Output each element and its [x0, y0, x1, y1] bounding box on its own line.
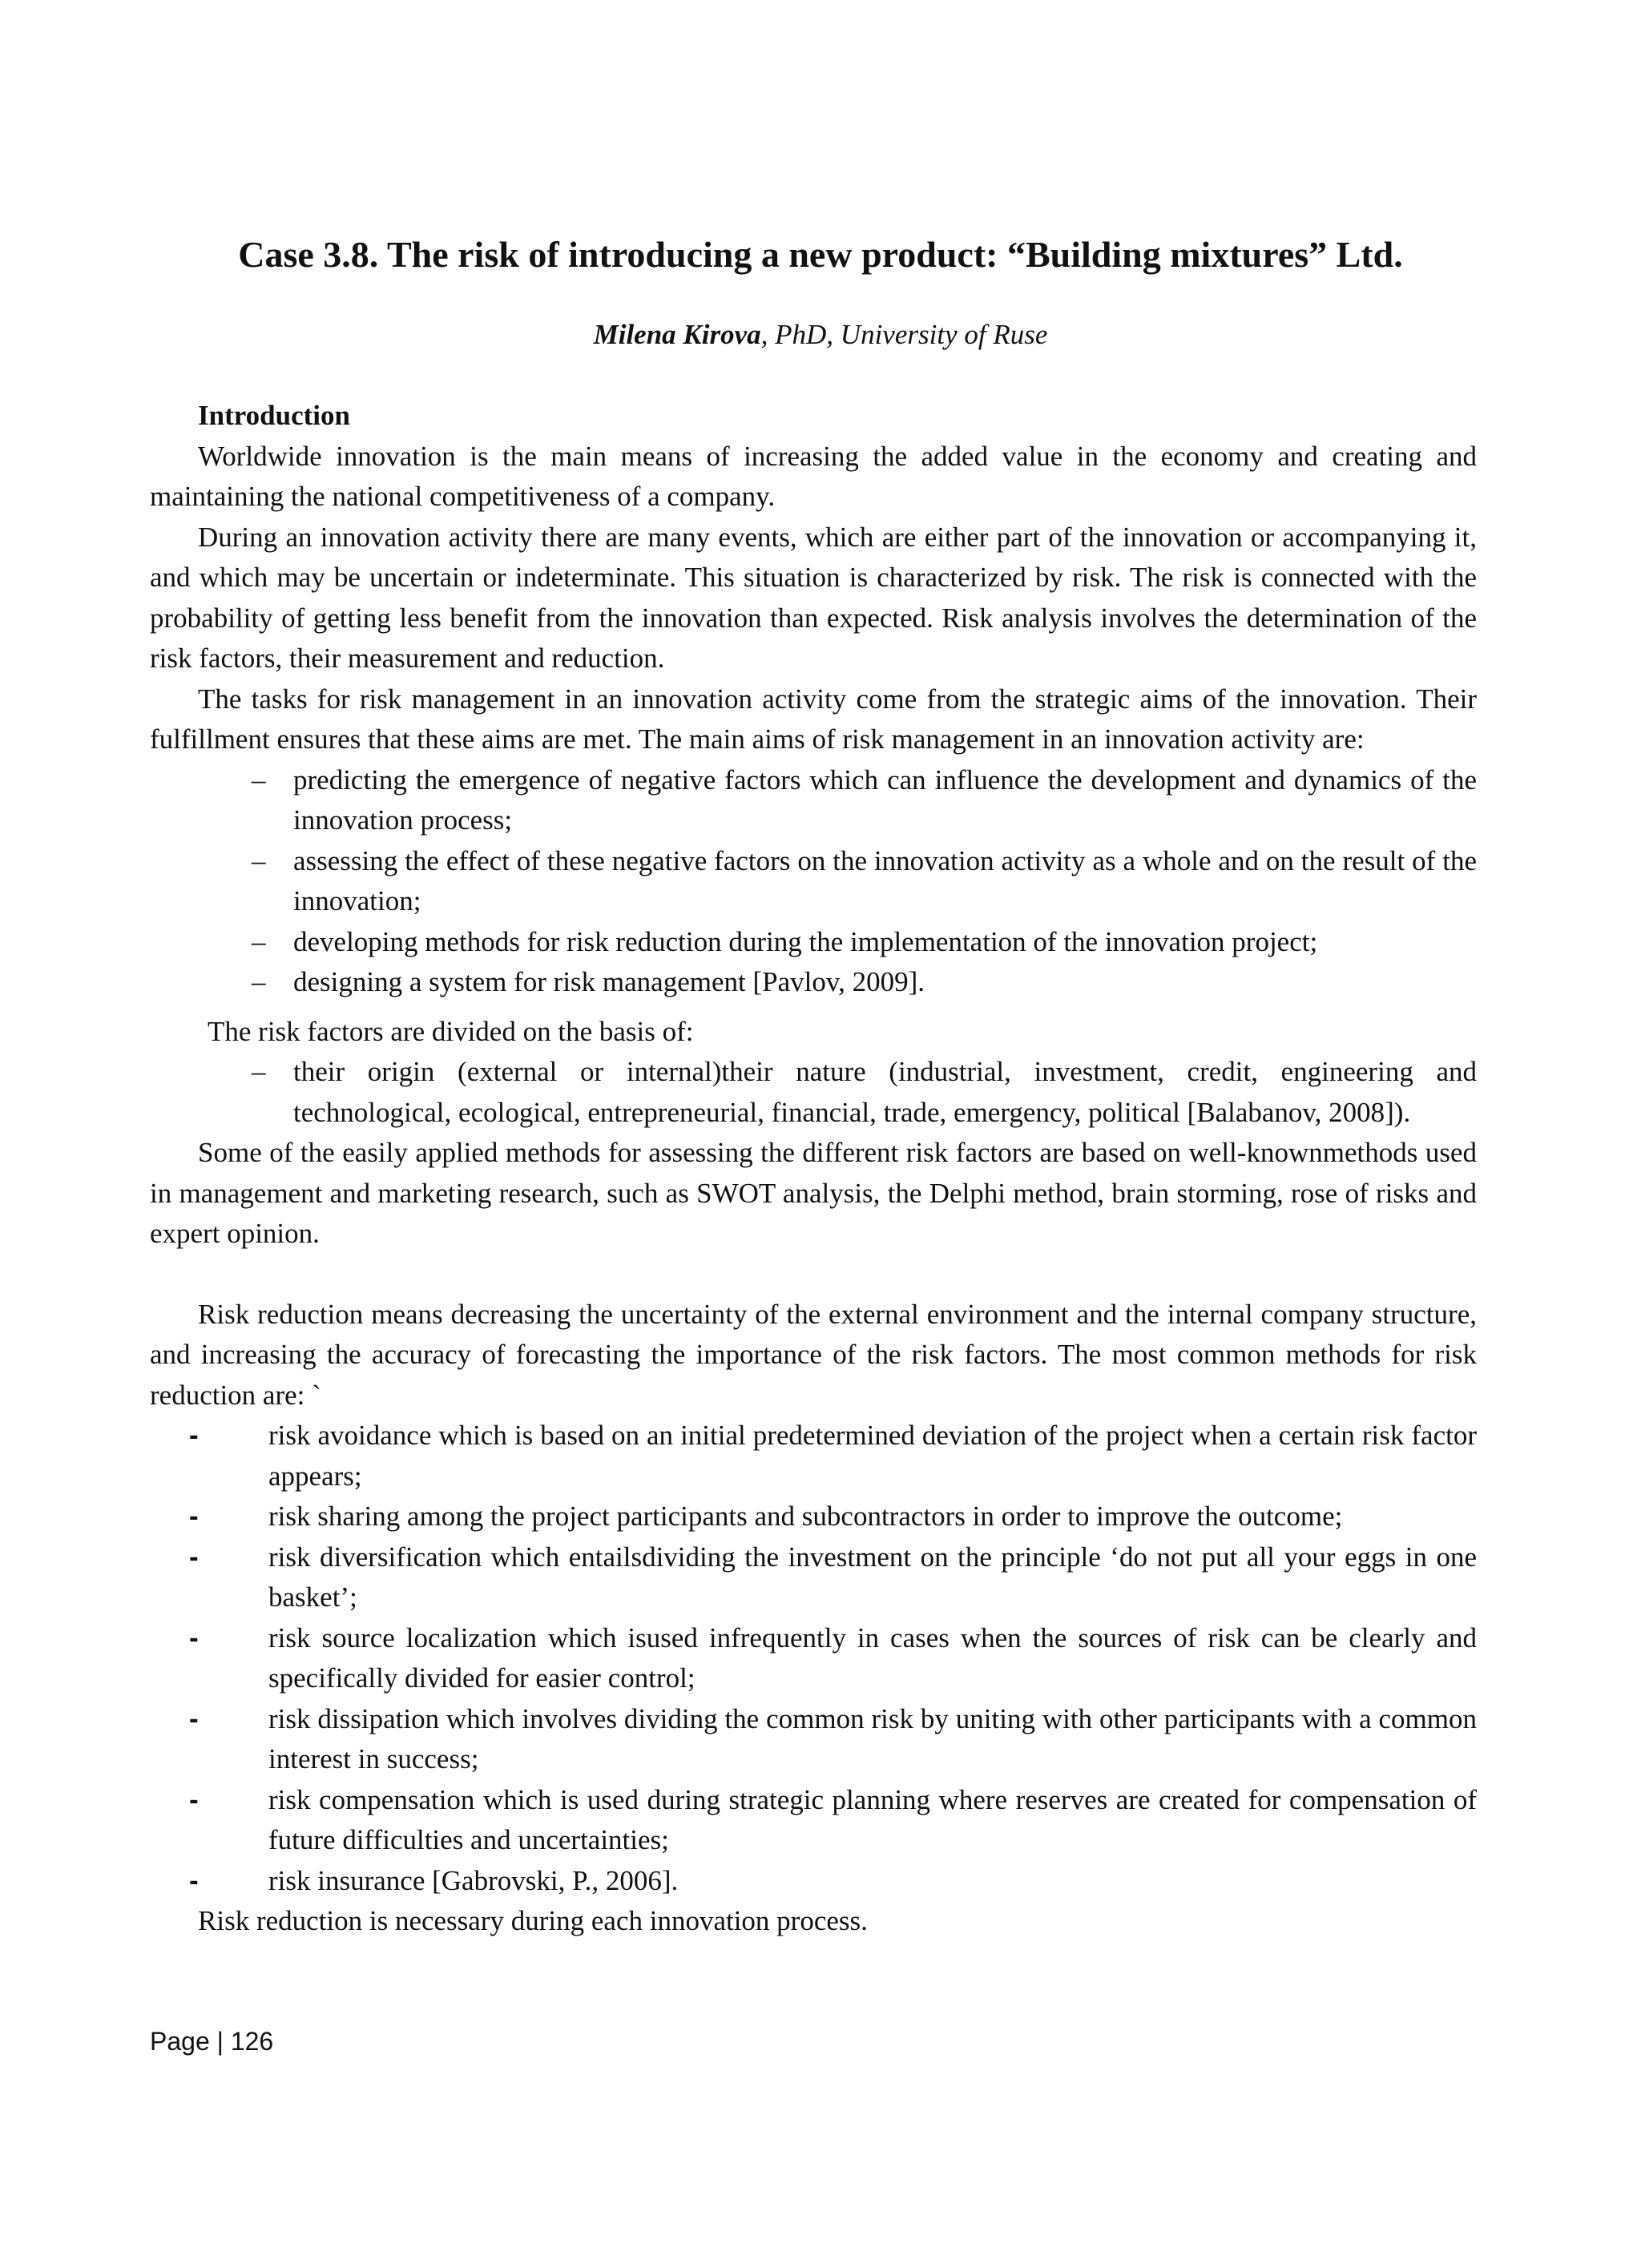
author-line [0, 315, 1641, 355]
case-title: Case 3.8. The risk of introducing a new product: “Building mixtures” Ltd. [238, 234, 1403, 275]
paragraph: During an innovation activity there are many events, which are either part of the innovation or accompanying it, and which may be uncertain or indeterminate. This situation is characterized by risk. The risk is connected with the probability of getting less benefit from the innovation than expected. Risk analysis involves the determination of the risk factors, their measurement and reduction. [150, 521, 1477, 674]
body-text [150, 396, 1477, 1942]
list-item: – predicting the emergence of negative factors which can influence the development and dynamics of the innovation process; [293, 760, 1477, 841]
paragraph: The tasks for risk management in an innovation activity come from the strategic aims of the innovation. Their fulfillment ensures that these aims are met. The main aims of risk management in an innovation activity are: [150, 683, 1477, 755]
paragraph: Some of the easily applied methods for assessing the different risk factors are based on well-knownmethods used in management and marketing research, such as SWOT analysis, the Delphi method, brain storming, rose of risks and expert opinion. [150, 1137, 1477, 1249]
risk-reduction-methods-list [150, 1416, 1477, 1901]
list-item: - risk source localization which isused infrequently in cases when the sources of risk can be clearly and specifically divided for easier control; [268, 1618, 1477, 1699]
list-item: – designing a system for risk management [Pavlov, 2009]. [293, 962, 1477, 1003]
list-item: – developing methods for risk reduction during the implementation of the innovation project; [293, 922, 1477, 963]
paragraph: Risk reduction means decreasing the uncertainty of the external environment and the internal company structure, and increasing the accuracy of forecasting the importance of the risk factors. The most common methods for risk reduction are: ` [150, 1298, 1477, 1411]
author-name: Milena Kirova [593, 319, 761, 350]
page-number-footer: Page | 126 [150, 2027, 274, 2056]
list-item: - risk insurance [Gabrovski, P., 2006]. [268, 1861, 1477, 1902]
paragraph: Risk reduction is necessary during each innovation process. [198, 1905, 868, 1936]
list-item: – assessing the effect of these negative factors on the innovation activity as a whole and on the result of the innovation; [293, 841, 1477, 922]
list-item: - risk compensation which is used during strategic planning where reserves are created for compensation of future difficulties and uncertainties; [268, 1780, 1477, 1861]
risk-factors-list [150, 1052, 1477, 1133]
section-heading-introduction: Introduction [198, 400, 350, 431]
list-item: – their origin (external or internal)their nature (industrial, investment, credit, engineering and technological, ecological, entrepreneurial, financial, trade, emergency, political [Balabanov, 2008]). [293, 1052, 1477, 1133]
paragraph: Worldwide innovation is the main means of increasing the added value in the economy and creating and maintaining the national competitiveness of a company. [150, 440, 1477, 512]
paragraph: The risk factors are divided on the basis of: [208, 1015, 694, 1047]
list-item: - risk diversification which entailsdividing the investment on the principle ‘do not put all your eggs in one basket’; [268, 1537, 1477, 1618]
risk-management-aims-list [150, 760, 1477, 1003]
list-item: - risk avoidance which is based on an initial predetermined deviation of the project when a certain risk factor appears; [268, 1416, 1477, 1497]
list-item: - risk sharing among the project participants and subcontractors in order to improve the outcome; [268, 1497, 1477, 1537]
author-affiliation: , PhD, University of Ruse [760, 319, 1048, 350]
list-item: - risk dissipation which involves dividing the common risk by uniting with other participants with a common interest in success; [268, 1699, 1477, 1780]
